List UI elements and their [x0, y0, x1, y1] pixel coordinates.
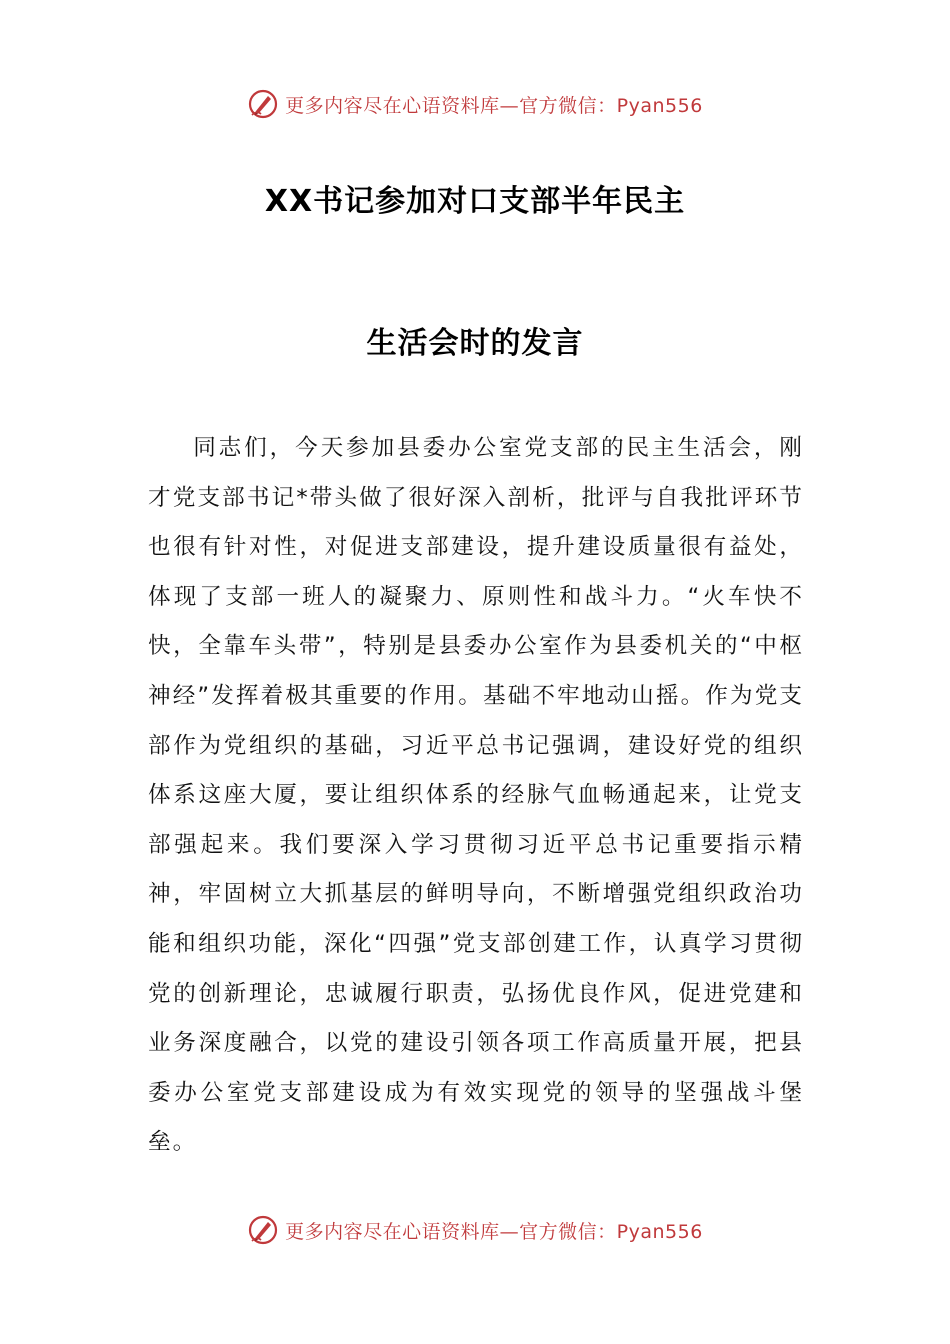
banner-handle: Pyan556	[616, 94, 703, 117]
pen-logo-icon	[247, 88, 279, 120]
body-paragraph: 同志们，今天参加县委办公室党支部的民主生活会，刚才党支部书记*带头做了很好深入剖析，批评与自我批评环节也很有针对性，对促进支部建设，提升建设质量很有益处，体现了支部一班人的凝聚力、原则性和战斗力。“火车快不快，全靠车头带”，特别是县委办公室作为县委机关的“中枢神经”发挥着极其重要的作用。基础不牢地动山摇。作为党支部作为党组织的基础，习近平总书记强调，建设好党的组织体系这座大厦，要让组织体系的经脉气血畅通起来，让党支部强起来。我们要深入学习贯彻习近平总书记重要指示精神，牢固树立大抓基层的鲜明导向，不断增强党组织政治功能和组织功能，深化“四强”党支部创建工作，认真学习贯彻党的创新理论，忠诚履行职责，弘扬优良作风，促进党建和业务深度融合，以党的建设引领各项工作高质量开展，把县委办公室党支部建设成为有效实现党的领导的坚强战斗堡垒。	[148, 435, 804, 1156]
pen-logo-icon	[247, 1214, 279, 1246]
banner-label: 更多内容尽在心语资料库—官方微信：	[285, 94, 617, 117]
banner-label: 更多内容尽在心语资料库—官方微信：	[285, 1220, 617, 1243]
header-banner	[0, 84, 950, 124]
banner-handle: Pyan556	[616, 1220, 703, 1243]
banner-text	[285, 91, 703, 118]
banner-text	[285, 1217, 703, 1244]
document-title-line-1: XX书记参加对口支部半年民主	[264, 184, 686, 219]
footer-banner	[0, 1210, 950, 1250]
document-title-line-2: 生活会时的发言	[366, 326, 584, 361]
